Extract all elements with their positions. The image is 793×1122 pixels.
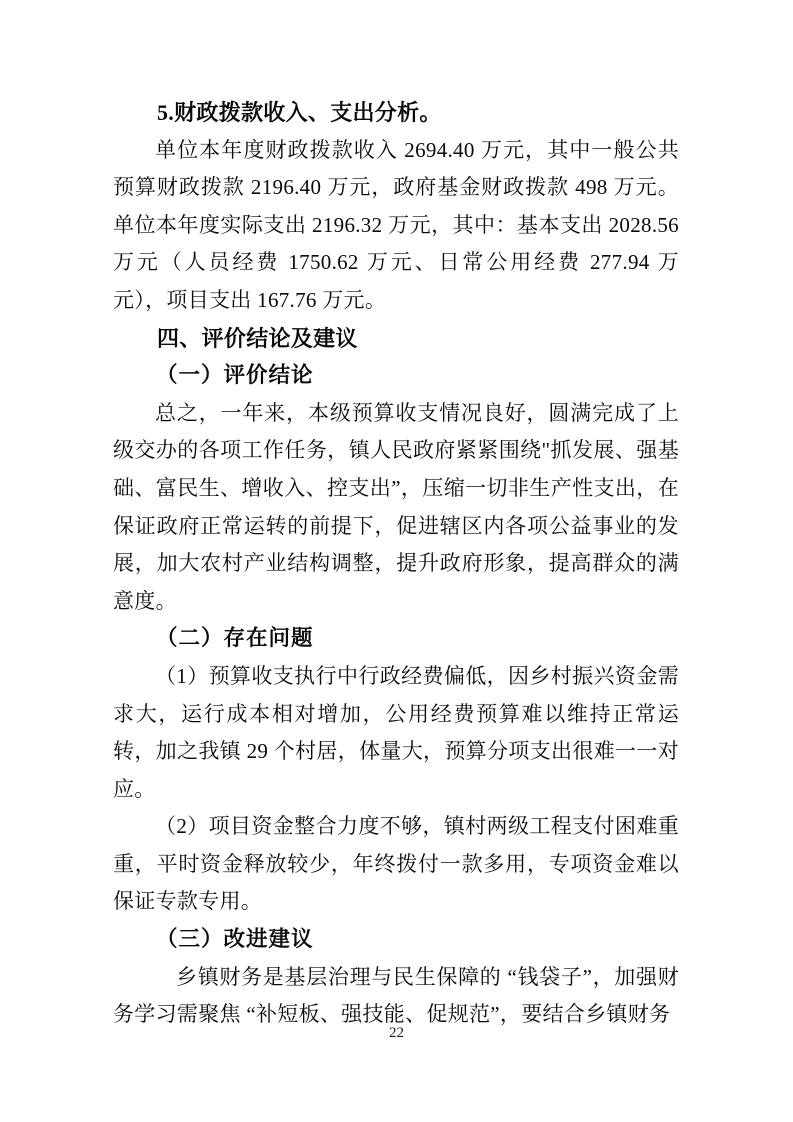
section-heading-conclusion-and-suggestions: 四、评价结论及建议	[157, 325, 358, 351]
paragraph-problem-2: （2）项目资金整合力度不够，镇村两级工程支付困难重重，平时资金释放较少，年终拨付一款多用，专项资金难以保证专款专用。	[113, 814, 679, 914]
section-heading-fiscal-analysis: 5.财政拨款收入、支出分析。	[157, 100, 442, 125]
paragraph-problem-1: （1）预算收支执行中行政经费偏低，因乡村振兴资金需求大，运行成本相对增加，公用经费预算难以维持正常运转，加之我镇 29 个村居，体量大，预算分项支出很难一一对应。	[113, 663, 679, 801]
paragraph-fiscal-figures: 单位本年度财政拨款收入 2694.40 万元，其中一般公共预算财政拨款 2196.40 万元，政府基金财政拨款 498 万元。单位本年度实际支出 2196.32 万元，其中：基本支出 2028.56 万元（人员经费 1750.62 万元、日常公用经费 277.94 万元），项目支出 167.76 万元。	[113, 137, 679, 312]
page-number: 22	[389, 1025, 404, 1041]
document-content	[113, 94, 679, 1034]
paragraph-evaluation-conclusion: 总之，一年来，本级预算收支情况良好，圆满完成了上级交办的各项工作任务，镇人民政府紧紧围绕"抓发展、强基础、富民生、增收入、控支出”，压缩一切非生产性支出，在保证政府正常运转的前提下，促进辖区内各项公益事业的发展，加大农村产业结构调整，提升政府形象，提高群众的满意度。	[113, 400, 679, 613]
subsection-heading-improvement-suggestions: （三）改进建议	[156, 927, 314, 952]
subsection-heading-evaluation-conclusion: （一）评价结论	[156, 363, 314, 388]
paragraph-improvement-suggestions: 乡镇财务是基层治理与民生保障的 “钱袋子”，加强财务学习需聚焦 “补短板、强技能、促规范”，要结合乡镇财务	[113, 964, 679, 1027]
subsection-heading-existing-problems: （二）存在问题	[156, 626, 314, 651]
